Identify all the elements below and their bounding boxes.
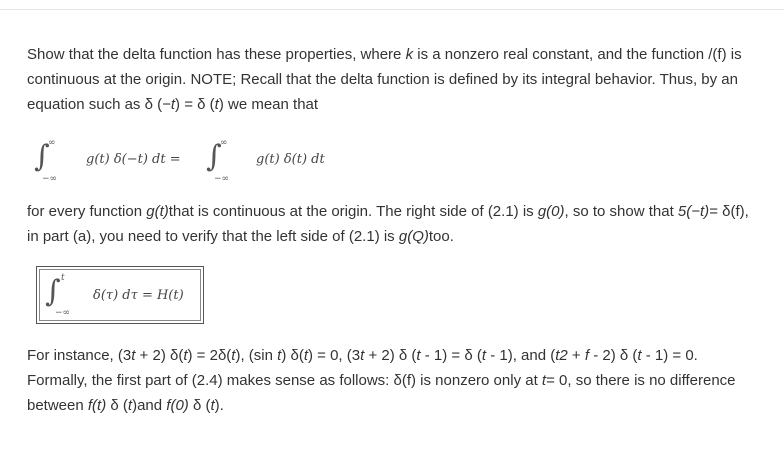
integral-lower-limit: −∞ xyxy=(214,174,230,184)
text-run: )and xyxy=(132,397,167,414)
text-run: δ ( xyxy=(106,397,128,414)
text-run-italic: g(Q) xyxy=(398,228,429,245)
text-run: δ ( xyxy=(188,397,211,414)
integral-sign: ∫ xyxy=(34,139,50,174)
text-run: too. xyxy=(428,228,454,245)
text-run-italic: g(0) xyxy=(537,203,565,220)
text-run: ) = 2δ( xyxy=(187,347,232,364)
text-run-italic: t xyxy=(210,397,215,414)
text-run: + xyxy=(567,347,585,364)
text-run-italic: f(0) xyxy=(166,397,189,414)
text-run: is a nonzero real constant, and the function /(f) is continuous at the origin. NOTE; Recall that the delta function is defined by its integral behavior. Thus, by an equation such as δ ( xyxy=(27,46,742,113)
text-run: + 2) δ ( xyxy=(364,347,417,364)
text-run: ) δ( xyxy=(281,347,304,364)
integral-lower-limit: −∞ xyxy=(42,174,58,184)
text-run-italic: f(t) xyxy=(87,397,107,414)
text-run: Show that the delta function has these properties, where xyxy=(27,46,406,63)
text-run: - 1) = 0. Formally, the first part of (2.4) makes sense as follows: δ(f) is nonzero only at xyxy=(27,347,698,389)
text-run: - 1) = δ ( xyxy=(420,347,482,364)
text-run-italic: t2 xyxy=(555,347,568,364)
text-run: For instance, (3 xyxy=(27,347,132,364)
text-run: + 2) δ( xyxy=(135,347,184,364)
text-run: ) we mean that xyxy=(218,96,319,113)
text-run: for every function xyxy=(27,203,147,220)
text-run-italic: t xyxy=(637,347,642,364)
text-run: that is continuous at the origin. The right side of (2.1) is xyxy=(168,203,538,220)
equation-rhs: g(t) δ(t) dt xyxy=(256,152,325,167)
text-run-italic: t xyxy=(277,347,282,364)
text-run-italic: t xyxy=(416,347,421,364)
text-run-italic: t xyxy=(481,347,487,364)
equation-expression: δ(τ) dτ = H(t) xyxy=(93,288,184,303)
text-run: ). xyxy=(214,397,224,414)
integral-upper-limit: ∞ xyxy=(220,138,228,148)
paragraph-explanation xyxy=(27,199,762,249)
paragraph-examples xyxy=(27,343,762,418)
text-run: = 0, so there is no difference between xyxy=(27,372,736,414)
text-run: ), (sin xyxy=(235,347,278,364)
text-run-italic: t xyxy=(127,397,133,414)
text-run-italic: t xyxy=(214,96,219,113)
top-divider xyxy=(0,9,784,10)
text-run-italic: t xyxy=(541,372,547,389)
text-run: ) = δ ( xyxy=(175,96,215,113)
text-run-italic: 5(−t) xyxy=(677,203,710,220)
text-run-italic: g(t) xyxy=(146,203,169,220)
text-run-italic: t xyxy=(131,347,136,364)
integral-upper-limit: t xyxy=(61,273,65,283)
integral-upper-limit: ∞ xyxy=(48,138,56,148)
text-run-italic: k xyxy=(405,46,414,63)
integral-sign: ∫ xyxy=(45,274,61,309)
text-run: , so to show that xyxy=(564,203,678,220)
text-run: - 1), and ( xyxy=(486,347,556,364)
paragraph-intro xyxy=(27,42,762,117)
text-run-italic: t xyxy=(360,347,365,364)
text-run-italic: −t xyxy=(162,96,176,113)
text-run: = δ(f), in part (a), you need to verify that the left side of (2.1) is xyxy=(27,203,749,245)
integral-sign: ∫ xyxy=(206,139,222,174)
text-run-italic: t xyxy=(183,347,188,364)
text-run-italic: f xyxy=(584,347,590,364)
integral-lower-limit: −∞ xyxy=(55,308,71,318)
text-run: - 2) δ ( xyxy=(589,347,638,364)
equation-lhs: g(t) δ(−t) dt = xyxy=(86,152,181,167)
text-run-italic: t xyxy=(303,347,308,364)
text-run: ) = 0, (3 xyxy=(308,347,361,364)
text-run-italic: t xyxy=(231,347,236,364)
